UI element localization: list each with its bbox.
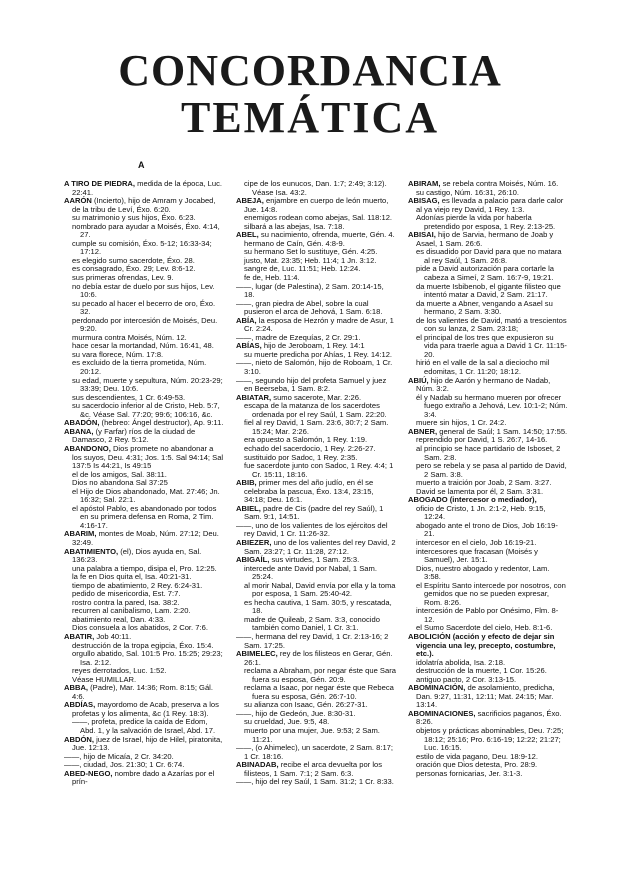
concordance-entry [408, 607, 568, 624]
concordance-entry [64, 359, 224, 376]
entry-text: perdonado por intercesión de Moisés, Deu. 9:20. [72, 315, 218, 334]
entry-text: tiempo de abatimiento, 2 Rey. 6:24-31. [72, 580, 203, 590]
entry-text: recibe el arca devuelta por los filisteos, 1 Sam. 7:1; 2 Sam. 6:3. [244, 760, 383, 778]
entry-text: hace cesar la mortandad, Núm. 16:41, 48. [72, 341, 214, 351]
concordance-entry [236, 778, 396, 787]
concordance-entry [64, 530, 224, 547]
concordance-entry [64, 317, 224, 334]
entry-text: ——, hijo del rey Saúl, 1 Sam. 31:2; 1 Cr. 8:33. [236, 777, 394, 787]
entry-headword: ABIATAR, [236, 392, 272, 402]
entry-headword: ABATIMIENTO, [64, 546, 119, 556]
entry-headword: ABOMINACIÓN, [408, 683, 466, 693]
entry-text: uno de los valientes del rey David, 2 Sam. 23:27; 1 Cr. 11:28, 27:12. [244, 537, 396, 556]
entry-text: general de Saúl; 1 Sam. 14:50; 17:55. [437, 426, 568, 436]
entry-text: Adonías pierde la vida por haberla pretendido por esposa, 1 Rey. 2:13-25. [416, 213, 556, 231]
entry-text: sus primeras ofrendas, Lev. 9. [72, 273, 174, 283]
concordance-entry [236, 582, 396, 599]
entry-text: primer mes del año judío, en él se celebraba la pascua, Éxo. 13:4, 23:15, 34:18; Deu. 16:1. [244, 478, 374, 505]
title-line-2: TEMÁTICA [180, 93, 440, 142]
concordance-entry [408, 317, 568, 334]
entry-text: destrucción de la muerte, 1 Cor. 15:26. [416, 666, 547, 676]
entry-text: pide a David autorización para cortarle la cabeza a Simeí, 2 Sam. 16:7-9, 19:21. [416, 264, 555, 283]
entry-text: enemigos rodean como abejas, Sal. 118:12. [244, 213, 393, 223]
entry-text: objetos y prácticas abominables, Deu. 7:25; 18:12; 25:16; Pro. 6:16-19; 12:22; 21:27; Luc. 16:15. [416, 726, 564, 753]
concordance-entry [408, 377, 568, 394]
entry-text: ——, madre de Ezequías, 2 Cr. 29:1. [236, 332, 361, 342]
concordance-entry [236, 539, 396, 556]
concordance-entry [64, 548, 224, 565]
concordance-entry [236, 197, 396, 214]
entry-text: hijo de Sarvia, hermano de Joab y Asael, 1 Sam. 26:6. [416, 230, 554, 248]
concordance-entry [408, 710, 568, 727]
entry-text: de los valientes de David, mató a trescientos con su lanza, 2 Sam. 23:18; [416, 315, 567, 334]
concordance-entry [236, 650, 396, 667]
entry-text: es elegido sumo sacerdote, Éxo. 28. [72, 255, 195, 265]
concordance-entry [236, 300, 396, 317]
entry-text: (y Farfar) ríos de la ciudad de Damasco, 2 Rey. 5:12. [72, 426, 196, 445]
concordance-entry [236, 761, 396, 778]
entry-text: ——, hijo de Gedeón, Jue. 8:30-31. [236, 708, 356, 718]
entry-text: (hebreo: Ángel destructor), Ap. 9:11. [99, 418, 224, 428]
entry-text: sacrificios paganos, Éxo. 8:26. [416, 708, 562, 727]
entry-text: el Espíritu Santo intercede por nosotros, con gemidos que no se pueden expresar, Rom. 8:26. [416, 580, 566, 607]
entry-text: ——, segundo hijo del profeta Samuel y juez en Beerseba, 1 Sam. 8:2. [236, 375, 387, 394]
entry-headword: ABDÍAS, [64, 700, 96, 710]
entry-text: sustituido por Sadoc, 1 Rey. 2:35. [244, 452, 358, 462]
entry-text: reprendido por David, 1 S. 26:7, 14-16. [416, 435, 548, 445]
entry-text: intercesión de Pablo por Onésimo, Flm. 8-12. [416, 606, 559, 624]
concordance-entry [64, 488, 224, 505]
concordance-entry [408, 214, 568, 231]
entry-text: fiel al rey David, 1 Sam. 23:6, 30:7; 2 Sam. 15:24; Mar. 2:26. [244, 418, 389, 436]
entry-headword: ABANDONO, [64, 443, 111, 453]
concordance-entry [408, 770, 568, 779]
entry-text: hijo de Jeroboam, 1 Rey. 14:1 [261, 341, 365, 351]
concordance-entry [236, 462, 396, 479]
entry-headword: ABANA, [64, 426, 94, 436]
entry-text: su vara florece, Núm. 17:8. [72, 349, 164, 359]
concordance-entry [408, 522, 568, 539]
entry-text: justo, Mat. 23:35; Heb. 11:4; 1 Jn. 3:12. [244, 255, 377, 265]
concordance-entry [408, 505, 568, 522]
entry-text: una palabra a tiempo, disipa el, Pro. 12:25. [72, 563, 217, 573]
entry-text: era opuesto a Salomón, 1 Rey. 1:19. [244, 435, 368, 445]
entry-text: hirió en el valle de la sal a dieciocho mil edomitas, 1 Cr. 11:20; 18:12. [416, 358, 550, 377]
entry-headword: ABINADAB, [236, 760, 279, 770]
concordance-entry [408, 684, 568, 710]
concordance-entry [236, 505, 396, 522]
entry-headword: ABIRAM, [408, 179, 441, 188]
entry-text: cumple su comisión, Éxo. 5-12; 16:33-34; 17:12. [72, 238, 212, 257]
entry-headword: ABIB, [236, 478, 257, 488]
section-letter: A [138, 160, 145, 170]
concordance-entry [408, 300, 568, 317]
entry-headword: ABÍAS, [236, 341, 262, 351]
entry-text: al morir Nabal, David envía por ella y la toma por esposa, 1 Sam. 25:40-42. [244, 580, 396, 599]
concordance-entry [236, 180, 396, 197]
entry-text: pero se rebela y se pasa al partido de David, 2 Sam. 3:8. [416, 461, 567, 479]
entry-text: fue sacerdote junto con Sadoc, 1 Rey. 4:4; 1 Cr. 15:11, 18:16. [244, 461, 394, 479]
concordance-entry [236, 479, 396, 505]
entry-text: oración que Dios detesta, Pro. 28:9. [416, 760, 538, 770]
entry-text: orgullo abatido, Sal. 101:5 Pro. 15:25; 29:23; Isa. 2:12. [72, 649, 223, 667]
entry-text: reclama a Isaac, por negar éste que Rebeca fuera su esposa, Gén. 26:7-10. [244, 683, 394, 701]
entry-headword: ABIEL, [236, 503, 261, 513]
entry-text: da muerte Isbibenob, el gigante filisteo que intentó matar a David, 2 Sam. 21:17. [416, 281, 561, 300]
entry-text: su matrimonio y sus hijos, Éxo. 6:23. [72, 213, 196, 223]
entry-text: Dios promete no abandonar a los suyos, Deu. 4:31; Jos. 1:5. Sal 94:14; Sal 137:5 Is 44:21, Is 49:15 [72, 443, 224, 471]
concordance-entry [236, 744, 396, 761]
concordance-entry [236, 419, 396, 436]
entry-text: mayordomo de Acab, preserva a los profetas y los alimenta, &c (1 Rey. 18:3). [72, 700, 219, 718]
entry-text: muerto a traición por Joab, 2 Sam. 3:27. [416, 478, 552, 488]
entry-text: ——, (o Ahimelec), un sacerdote, 2 Sam. 8:17; 1 Cr. 18:16. [236, 743, 394, 761]
entry-text: intercesores que fracasan (Moisés y Samuel), Jer. 15:1. [416, 546, 538, 565]
entry-text: ——, ciudad, Jos. 21:30; 1 Cr. 6:74. [64, 760, 185, 770]
entry-text: de asolamiento, predicha, Dan. 9:27, 11:31, 12:11; Mat. 24:15; Mar. 13:14. [416, 683, 555, 710]
entry-text: ——, lugar (de Palestina), 2 Sam. 20:14-15, 18. [236, 281, 384, 300]
concordance-entry [236, 377, 396, 394]
entry-text: es hecha cautiva, 1 Sam. 30:5, y rescatada, 18. [244, 597, 392, 616]
entry-headword: ABOLICIÓN (acción y efecto de dejar sin vigencia una ley, precepto, costumbre, etc.). [408, 631, 556, 659]
concordance-entry [236, 599, 396, 616]
entry-text: sangre de, Luc. 11:51; Heb. 12:24. [244, 264, 361, 274]
entry-text: pedido de misericordia, Est. 7:7. [72, 589, 181, 599]
entry-text: muerto por una mujer, Jue. 9:53; 2 Sam. 11:21. [244, 726, 380, 744]
entry-text: intercesor en el cielo, Job 16:19-21. [416, 537, 537, 547]
column-2 [236, 180, 396, 787]
entry-headword: ABIGAÍL, [236, 555, 270, 565]
entry-text: (el), Dios ayuda en, Sal. 136:23. [72, 546, 202, 565]
entry-text: la esposa de Hezrón y madre de Asur, 1 Cr. 2:24. [244, 315, 394, 334]
concordance-entry [64, 240, 224, 257]
entry-text: hijo de Aarón y hermano de Nadab, Núm. 3:2. [416, 375, 551, 394]
entry-text: Dios no abandona Sal 37:25 [72, 478, 168, 488]
entry-text: murmura contra Moisés, Núm. 12. [72, 332, 187, 342]
entry-headword: ABEJA, [236, 196, 264, 206]
concordance-entry [408, 565, 568, 582]
entry-text: sumo sacerote, Mar. 2:26. [271, 392, 362, 402]
entry-text: es disuadido por David para que no matara al rey Saúl, 1 Sam. 26:8. [416, 247, 562, 265]
entry-text: rostro contra la pared, Isa. 38:2. [72, 597, 180, 607]
entry-text: cipe de los eunucos, Dan. 1:7; 2:49; 3:12). Véase Isa. 43:2. [244, 179, 387, 197]
entry-text: medida de la época, Luc. 22:41. [72, 179, 222, 197]
entry-text: ——, uno de los valientes de los ejércitos del rey David, 1 Cr. 11:26-32. [236, 520, 388, 539]
entry-headword: ABED-NEGO, [64, 768, 113, 778]
entry-text: abogado ante el trono de Dios, Job 16:19-21. [416, 520, 558, 539]
entry-text: (Padre), Mar. 14:36; Rom. 8:15; Gál. 4:6. [72, 683, 213, 701]
concordance-entry [236, 565, 396, 582]
entry-text: idolatría abolida, Isa. 2:18. [416, 657, 506, 667]
concordance-entry [236, 317, 396, 334]
entry-text: personas fornicarias, Jer. 3:1-3. [416, 768, 523, 778]
entry-text: su sacerdocio inferior al de Cristo, Heb. 5:7, &c. Véase Sal. 77:20; 99:6; 106:16, &c. [72, 401, 220, 419]
concordance-entry [408, 197, 568, 214]
concordance-entry [236, 616, 396, 633]
entry-headword: ABEL, [236, 230, 259, 240]
entry-headword: ABATIR, [64, 631, 95, 641]
entry-headword: ABADÓN, [64, 418, 100, 428]
concordance-entry [408, 359, 568, 376]
concordance-entry [64, 402, 224, 419]
entry-headword: ABIMELEC, [236, 649, 278, 659]
entry-text: nombre dado a Azarías por el prín- [72, 768, 215, 787]
concordance-entry [408, 462, 568, 479]
entry-text: su alianza con Isaac, Gén. 26:27-31. [244, 700, 368, 710]
entry-text: montes de Moab, Núm. 27:12; Deu. 32:49. [72, 529, 219, 547]
entry-text: recurren al canibalismo, Lam. 2:20. [72, 606, 191, 616]
column-3 [408, 180, 568, 778]
entry-text: enjambre en cuerpo de león muerto, Jue. 14:8. [244, 196, 389, 214]
concordance-entry [64, 445, 224, 471]
entry-headword: ABISAG, [408, 196, 440, 206]
entry-headword: ABDÓN, [64, 734, 94, 744]
entry-text: sus virtudes, 1 Sam. 25:3. [269, 555, 360, 565]
entry-text: escapa de la matanza de los sacerdotes ordenada por el rey Saúl, 1 Sam. 22:20. [244, 401, 387, 419]
entry-headword: ABIEZER, [236, 537, 272, 547]
entry-text: da muerte a Abner, vengando a Asael su hermano, 2 Sam. 3:30. [416, 298, 553, 317]
concordance-entry [408, 248, 568, 265]
entry-text: el principal de los tres que expusieron su vida para traerle agua a David 1 Cr. 11:15-20. [416, 332, 567, 359]
entry-text: Job 40:11. [94, 631, 132, 641]
entry-text: oficio de Cristo, 1 Jn. 2:1-2, Heb. 9:15, 12:24. [416, 503, 546, 522]
concordance-entry [64, 300, 224, 317]
entry-text: sus descendientes, 1 Cr. 6:49-53. [72, 392, 186, 402]
entry-text: silbará a las abejas, Isa. 7:18. [244, 221, 345, 231]
entry-text: destrucción de la tropa egipcia, Éxo. 15:4. [72, 640, 214, 650]
entry-text: juez de Israel, hijo de Hilel, piratonita, Jue. 12:13. [72, 734, 223, 753]
entry-text: David se lamenta por él, 2 Sam. 3:31. [416, 486, 544, 496]
title-line-1: CONCORDANCIA [118, 46, 502, 95]
entry-text: Dios consuela a los abatidos, 2 Cor. 7:6. [72, 623, 208, 633]
entry-text: su hermano Set lo sustituye, Gén. 4:25. [244, 247, 378, 257]
concordance-entry [236, 402, 396, 419]
concordance-entry [64, 770, 224, 787]
entry-text: su muerte predicha por Ahías, 1 Rey. 14:12. [244, 349, 393, 359]
concordance-entry [408, 334, 568, 360]
entry-headword: ABNER, [408, 426, 438, 436]
entry-text: antiguo pacto, 2 Cor. 3:13-15. [416, 674, 517, 684]
concordance-entry [64, 428, 224, 445]
entry-text: es excluido de la tierra prometida, Núm. 20:12. [72, 358, 207, 377]
entry-text: madre de Quileab, 2 Sam. 3:3, conocido también como Daniel, 1 Cr. 3:1. [244, 614, 380, 633]
entry-text: el apóstol Pablo, es abandonado por todos en su primera defensa en Roma, 2 Tim. 4:16-17. [72, 503, 217, 530]
entry-text: la fe en Dios quita el, Isa. 40:21-31. [72, 572, 192, 582]
entry-headword: ABOMINACIONES, [408, 708, 476, 718]
concordance-entry [236, 283, 396, 300]
entry-text: es consagrado, Éxo. 29; Lev. 8:6-12. [72, 264, 196, 274]
entry-text: estilo de vida pagano, Deu. 18:9-12. [416, 751, 539, 761]
concordance-entry [64, 650, 224, 667]
concordance-entry [64, 701, 224, 718]
entry-text: su nacimiento, ofrenda, muerte, Gén. 4. hermano de Caín, Gén. 4:8-9. [244, 230, 395, 248]
concordance-entry [64, 684, 224, 701]
entry-text: ——, hijo de Micaía, 2 Cr. 34:20. [64, 751, 174, 761]
entry-text: su pecado al hacer el becerro de oro, Éxo. 32. [72, 298, 216, 317]
entry-text: reclama a Abraham, por negar éste que Sara fuera su esposa, Gén. 20:9. [244, 666, 396, 684]
concordance-entry [64, 718, 224, 735]
concordance-entry [236, 359, 396, 376]
concordance-entry [408, 727, 568, 753]
concordance-entry [64, 180, 224, 197]
entry-text: reyes derrotados, Luc. 1:52. [72, 666, 167, 676]
entry-text: abatimiento real, Dan. 4:33. [72, 614, 166, 624]
concordance-entry [236, 684, 396, 701]
concordance-entry [64, 223, 224, 240]
entry-text: su edad, muerte y sepultura, Núm. 20:23-29; 33:39; Deu. 10:6. [72, 375, 223, 394]
entry-headword: ABOGADO (intercesor o mediador), [408, 495, 537, 505]
entry-headword: ABIÚ, [408, 375, 429, 385]
entry-text: ——, nieto de Salomón, hijo de Roboam, 1 Cr. 3:10. [236, 358, 393, 377]
concordance-entry [236, 727, 396, 744]
entry-text: su castigo, Núm. 16:31, 26:10. [416, 187, 519, 197]
entry-text: el Sumo Sacerdote del cielo, Heb. 8:1-6. [416, 623, 553, 633]
concordance-entry [408, 582, 568, 608]
entry-text: él y Nadab su hermano mueren por ofrecer fuego extraño a Jehová, Lev. 10:1-2; Núm. 3:4. [416, 392, 568, 419]
entry-headword: ABÍA, [236, 315, 257, 325]
entry-headword: ABARIM, [64, 529, 97, 539]
concordance-entry [64, 197, 224, 214]
entry-text: su crueldad, Jue. 9:5, 48. [244, 717, 330, 727]
concordance-entry [236, 633, 396, 650]
entry-text: es llevada a palacio para darle calor al ya viejo rey David, 1 Rey. 1:3. [416, 196, 564, 214]
entry-text: padre de Cis (padre del rey Saúl), 1 Sam. 9:1, 14:51. [244, 503, 384, 522]
entry-headword: ABISAI, [408, 230, 436, 240]
entry-text: Dios, nuestro abogado y redentor, Lam. 3:58. [416, 563, 550, 582]
entry-text: rey de los filisteos en Gerar, Gén. 26:1. [244, 649, 393, 667]
entry-text: (Incierto), hijo de Amram y Jocabed, de la tribu de Leví, Éxo. 6:20. [72, 196, 216, 214]
concordance-entry [408, 265, 568, 282]
entry-text: echado del sacerdocio, 1 Rey. 2:26-27. [244, 443, 376, 453]
concordance-entry [236, 667, 396, 684]
entry-text: intercede ante David por Nabal, 1 Sam. 25:24. [244, 563, 377, 582]
concordance-entry [64, 377, 224, 394]
entry-headword: ABBA, [64, 683, 89, 693]
entry-text: nombrado para ayudar a Moisés, Éxo. 4:14, 27. [72, 221, 220, 240]
entry-text: al principio se hace partidario de Isboset, 2 Sam. 2:8. [416, 443, 561, 462]
entry-text: ——, hermana del rey David, 1 Cr. 2:13-16; 2 Sam. 17:25. [236, 631, 389, 650]
entry-text: el de los amigos, Sal. 38:11. [72, 469, 167, 479]
entry-text: fe de, Heb. 11:4. [244, 273, 300, 283]
entry-text: ——, gran piedra de Abel, sobre la cual pusieron el arca de Jehová, 1 Sam. 6:18. [236, 298, 383, 317]
entry-text: el Hijo de Dios abandonado, Mat. 27:46; Jn. 16:32; Sal. 22:1. [72, 486, 220, 505]
concordance-entry [236, 522, 396, 539]
entry-text: se rebela contra Moisés, Núm. 16. [440, 179, 559, 188]
entry-text: ——, profeta, predice la caída de Edom, Abd. 1, y la salvación de Israel, Abd. 17. [72, 717, 216, 735]
concordance-entry [64, 505, 224, 531]
entry-text: Véase HUMILLAR. [72, 674, 137, 684]
concordance-entry [64, 283, 224, 300]
concordance-entry [408, 231, 568, 248]
entry-headword: A TIRO DE PIEDRA, [64, 179, 136, 188]
concordance-entry [64, 736, 224, 753]
concordance-entry [236, 231, 396, 248]
entry-headword: AARÓN [64, 196, 92, 206]
entry-text: no debía estar de duelo por sus hijos, Lev. 10:6. [72, 281, 215, 300]
concordance-entry [408, 445, 568, 462]
concordance-entry [408, 548, 568, 565]
concordance-entry [408, 283, 568, 300]
concordance-entry [408, 633, 568, 659]
entry-text: muere sin hijos, 1 Cr. 24:2. [416, 418, 507, 428]
concordance-entry [408, 394, 568, 420]
column-1 [64, 180, 224, 787]
